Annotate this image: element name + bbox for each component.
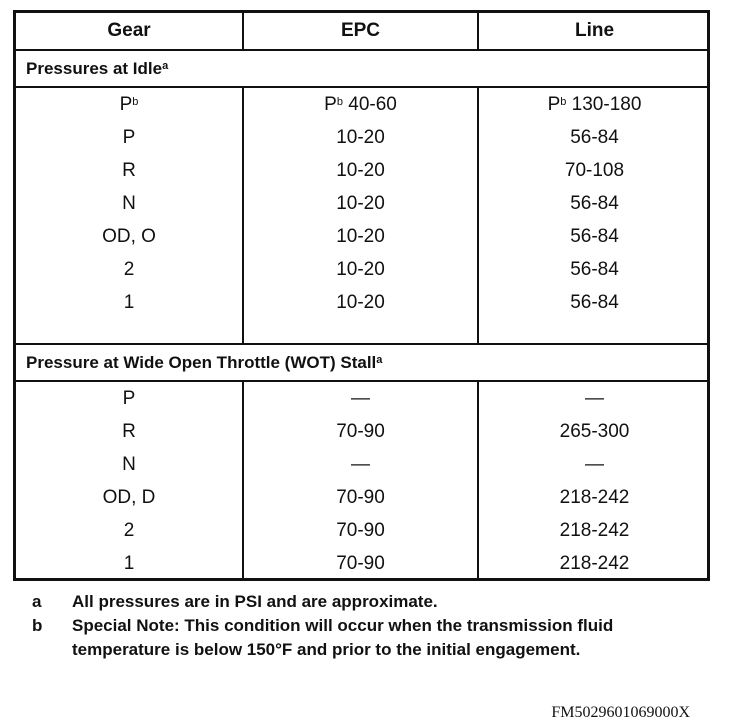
footnote-text: Special Note: This condition will occur when the transmission fluid temperature is below 150°F and prior to the initial engagement. bbox=[72, 616, 614, 659]
line-cell-prefix: P bbox=[547, 94, 561, 115]
gear-cell-value: OD, O bbox=[102, 226, 156, 247]
gear-cell-value: N bbox=[122, 193, 136, 214]
epc-cell bbox=[244, 514, 477, 547]
gear-cell bbox=[16, 220, 242, 253]
epc-cell bbox=[244, 253, 477, 286]
epc-cell bbox=[244, 88, 477, 121]
gear-cell bbox=[16, 382, 242, 415]
epc-cell-value: 10-20 bbox=[336, 127, 385, 148]
table-row bbox=[16, 514, 707, 547]
table-row bbox=[16, 154, 707, 187]
gear-cell bbox=[16, 253, 242, 286]
gear-cell-value: N bbox=[122, 454, 136, 475]
epc-cell-value: 10-20 bbox=[336, 259, 385, 280]
epc-cell-value: — bbox=[351, 454, 370, 475]
table-row bbox=[16, 286, 707, 319]
epc-cell bbox=[244, 121, 477, 154]
footnote-a bbox=[32, 590, 712, 614]
gear-cell-value: P bbox=[122, 127, 136, 148]
gear-cell bbox=[16, 547, 242, 580]
section-wot-footnote-mark: a bbox=[376, 354, 383, 366]
line-cell-value: — bbox=[585, 454, 604, 475]
line-cell-value: 218-242 bbox=[559, 520, 630, 541]
epc-cell-footnote-mark: b bbox=[336, 96, 343, 108]
gear-cell-value: 1 bbox=[123, 553, 135, 574]
epc-cell bbox=[244, 220, 477, 253]
line-cell-value: 56-84 bbox=[570, 259, 619, 280]
footnote-mark: a bbox=[32, 592, 42, 611]
table-header bbox=[16, 13, 707, 51]
gear-cell-value: 1 bbox=[123, 292, 135, 313]
line-cell bbox=[479, 121, 710, 154]
footnote-b bbox=[32, 614, 712, 662]
line-cell-value: 56-84 bbox=[570, 292, 619, 313]
table-row bbox=[16, 187, 707, 220]
header-gear: Gear bbox=[107, 20, 151, 41]
gear-cell-value: R bbox=[122, 421, 136, 442]
gear-cell-value: P bbox=[119, 94, 133, 115]
epc-cell-value: 70-90 bbox=[336, 421, 385, 442]
gear-cell bbox=[16, 514, 242, 547]
footnote-text: All pressures are in PSI and are approximate. bbox=[72, 592, 438, 611]
col-divider bbox=[477, 13, 479, 49]
footnote-mark: b bbox=[32, 616, 43, 635]
epc-cell bbox=[244, 481, 477, 514]
table-row bbox=[16, 121, 707, 154]
line-cell bbox=[479, 286, 710, 319]
gear-cell-value: P bbox=[122, 388, 136, 409]
table-row bbox=[16, 448, 707, 481]
gear-cell-value: 2 bbox=[123, 259, 135, 280]
pressure-table bbox=[13, 10, 710, 581]
epc-cell bbox=[244, 154, 477, 187]
line-cell bbox=[479, 382, 710, 415]
section-idle-title bbox=[16, 49, 707, 88]
gear-cell-value: R bbox=[122, 160, 136, 181]
section-idle-label: Pressures at Idle bbox=[26, 59, 163, 78]
epc-cell bbox=[244, 286, 477, 319]
epc-cell bbox=[244, 415, 477, 448]
epc-cell bbox=[244, 547, 477, 580]
line-cell bbox=[479, 547, 710, 580]
line-cell bbox=[479, 481, 710, 514]
epc-cell-value: — bbox=[351, 388, 370, 409]
header-epc: EPC bbox=[340, 20, 381, 41]
col-divider bbox=[242, 86, 244, 345]
table-row bbox=[16, 220, 707, 253]
epc-cell-value: 10-20 bbox=[336, 193, 385, 214]
gear-cell bbox=[16, 88, 242, 121]
gear-cell bbox=[16, 187, 242, 220]
line-cell bbox=[479, 514, 710, 547]
epc-cell-value: 10-20 bbox=[336, 226, 385, 247]
line-cell bbox=[479, 415, 710, 448]
footnotes bbox=[32, 590, 712, 662]
header-line: Line bbox=[574, 20, 615, 41]
table-row bbox=[16, 253, 707, 286]
epc-cell bbox=[244, 382, 477, 415]
epc-cell-prefix: P bbox=[324, 94, 337, 115]
table-row bbox=[16, 547, 707, 580]
col-divider bbox=[242, 13, 244, 49]
gear-cell bbox=[16, 286, 242, 319]
line-cell bbox=[479, 88, 710, 121]
line-cell-value: 56-84 bbox=[570, 193, 619, 214]
gear-cell bbox=[16, 481, 242, 514]
table-row bbox=[16, 382, 707, 415]
epc-cell-value: 70-90 bbox=[336, 520, 385, 541]
section-wot-label: Pressure at Wide Open Throttle (WOT) Stall bbox=[26, 353, 377, 372]
line-cell bbox=[479, 448, 710, 481]
epc-cell-value: 10-20 bbox=[336, 160, 385, 181]
line-cell-value: 56-84 bbox=[570, 127, 619, 148]
line-cell-value: 218-242 bbox=[559, 487, 630, 508]
line-cell-value: 130-180 bbox=[566, 94, 642, 115]
table-row bbox=[16, 481, 707, 514]
gear-cell bbox=[16, 415, 242, 448]
epc-cell-value: 70-90 bbox=[336, 553, 385, 574]
line-cell bbox=[479, 154, 710, 187]
figure-code: FM5029601069000X bbox=[551, 704, 690, 721]
gear-cell bbox=[16, 448, 242, 481]
line-cell bbox=[479, 220, 710, 253]
line-cell bbox=[479, 187, 710, 220]
gear-cell-footnote-mark: b bbox=[132, 96, 139, 108]
section-wot-title bbox=[16, 343, 707, 382]
line-cell-value: — bbox=[585, 388, 604, 409]
line-cell-value: 56-84 bbox=[570, 226, 619, 247]
gear-cell-value: 2 bbox=[123, 520, 135, 541]
epc-cell-value: 40-60 bbox=[342, 94, 397, 115]
epc-cell bbox=[244, 448, 477, 481]
table-row bbox=[16, 415, 707, 448]
gear-cell bbox=[16, 154, 242, 187]
epc-cell-value: 70-90 bbox=[336, 487, 385, 508]
line-cell-footnote-mark: b bbox=[560, 96, 567, 108]
line-cell-value: 265-300 bbox=[559, 421, 630, 442]
epc-cell bbox=[244, 187, 477, 220]
table-row bbox=[16, 88, 707, 121]
line-cell bbox=[479, 253, 710, 286]
col-divider bbox=[242, 380, 244, 578]
line-cell-value: 218-242 bbox=[559, 553, 630, 574]
col-divider bbox=[477, 380, 479, 578]
gear-cell-value: OD, D bbox=[102, 487, 156, 508]
line-cell-value: 70-108 bbox=[564, 160, 625, 181]
epc-cell-value: 10-20 bbox=[336, 292, 385, 313]
gear-cell bbox=[16, 121, 242, 154]
col-divider bbox=[477, 86, 479, 345]
section-idle-footnote-mark: a bbox=[162, 60, 169, 72]
